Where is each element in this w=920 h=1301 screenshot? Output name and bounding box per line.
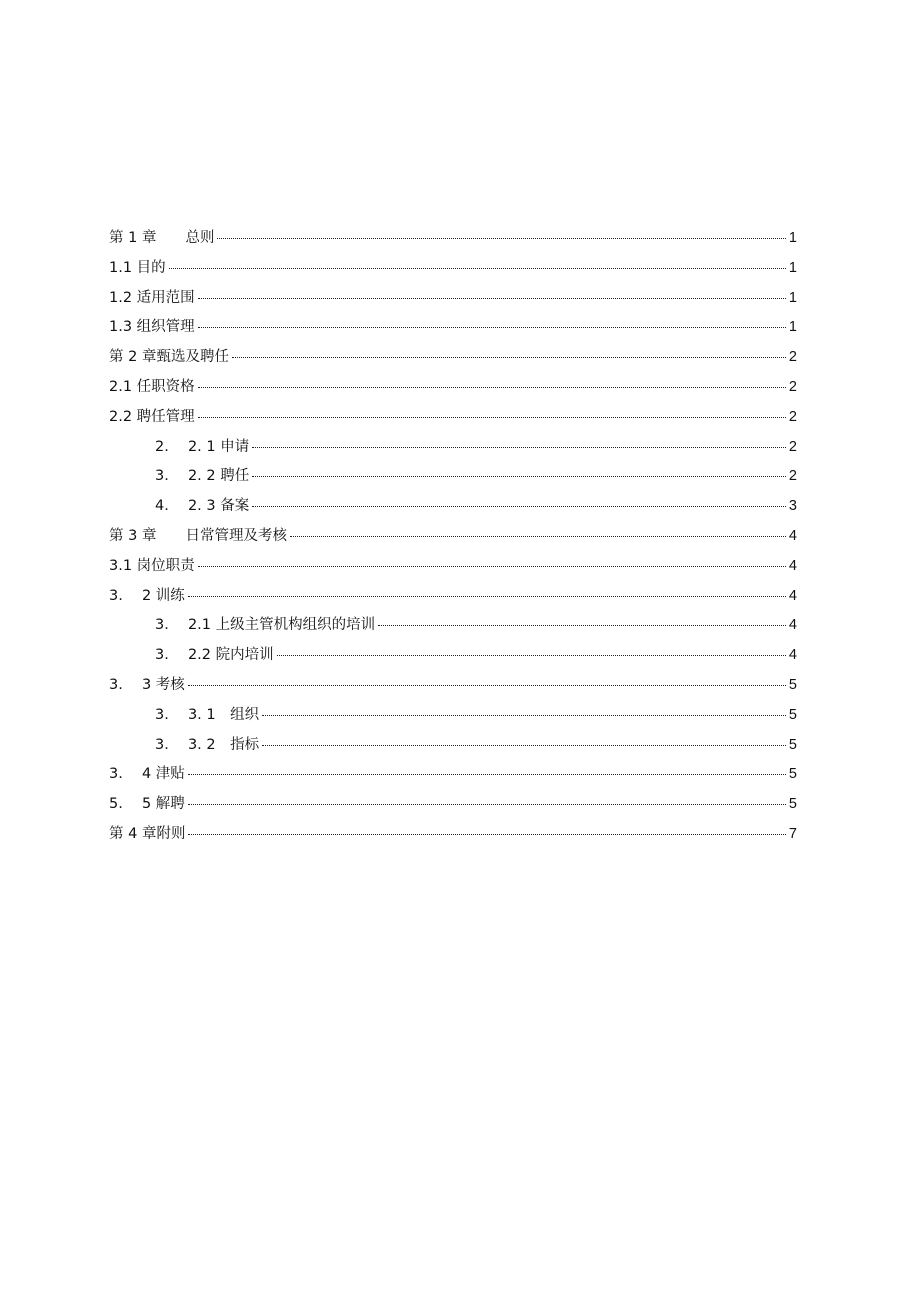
toc-entry-page-number: 3 xyxy=(788,498,797,515)
dot-leader xyxy=(262,715,786,716)
dot-leader xyxy=(198,566,786,567)
dot-leader xyxy=(188,834,785,835)
toc-entry[interactable] xyxy=(109,433,797,463)
toc-entry[interactable] xyxy=(109,671,797,701)
dot-leader xyxy=(378,625,786,626)
toc-entry-title: 第 4 章附则 xyxy=(109,825,186,842)
toc-entry-page-number: 2 xyxy=(788,468,797,485)
dot-leader xyxy=(252,476,786,477)
toc-entry-page-number: 1 xyxy=(788,319,797,336)
toc-entry-page-number: 2 xyxy=(788,349,797,366)
toc-entry-page-number: 1 xyxy=(788,259,797,276)
dot-leader xyxy=(252,506,786,507)
toc-entry-title: 第 1 章 总则 xyxy=(109,230,215,246)
toc-entry[interactable] xyxy=(109,552,797,582)
dot-leader xyxy=(290,536,786,537)
dot-leader xyxy=(277,655,786,656)
toc-entry[interactable] xyxy=(109,641,797,671)
dot-leader xyxy=(252,447,786,448)
toc-entry-title: 第 2 章甄选及聘任 xyxy=(109,349,229,366)
toc-entry[interactable] xyxy=(109,284,797,314)
toc-entry[interactable] xyxy=(109,254,797,284)
toc-entry-title: 3. 4 津贴 xyxy=(109,766,185,783)
toc-entry[interactable] xyxy=(109,403,797,433)
toc-entry-page-number: 2 xyxy=(788,378,797,395)
toc-entry[interactable] xyxy=(109,731,797,761)
toc-entry[interactable] xyxy=(109,492,797,522)
toc-entry[interactable] xyxy=(109,313,797,343)
toc-entry-page-number: 4 xyxy=(788,557,797,574)
toc-entry[interactable] xyxy=(109,343,797,373)
toc-entry-page-number: 5 xyxy=(788,766,797,783)
toc-entry[interactable] xyxy=(109,373,797,403)
dot-leader xyxy=(262,745,786,746)
toc-entry[interactable] xyxy=(109,522,797,552)
dot-leader xyxy=(198,298,786,299)
toc-entry-page-number: 1 xyxy=(788,230,797,246)
toc-entry-title: 2.1 任职资格 xyxy=(109,378,195,395)
dot-leader xyxy=(217,238,785,239)
dot-leader xyxy=(188,685,786,686)
toc-entry-title: 3. 2 训练 xyxy=(109,587,185,604)
toc-entry[interactable] xyxy=(109,582,797,612)
toc-entry-page-number: 4 xyxy=(788,587,797,604)
toc-entry[interactable] xyxy=(109,760,797,790)
toc-entry-page-number: 5 xyxy=(788,796,797,813)
toc-entry-page-number: 1 xyxy=(788,289,797,306)
toc-entry[interactable] xyxy=(109,701,797,731)
dot-leader xyxy=(188,804,786,805)
dot-leader xyxy=(198,327,786,328)
dot-leader xyxy=(198,417,786,418)
dot-leader xyxy=(169,268,786,269)
toc-entry[interactable] xyxy=(109,790,797,820)
toc-entry-title: 5. 5 解聘 xyxy=(109,796,185,813)
dot-leader xyxy=(188,596,786,597)
toc-entry-title: 4. 2. 3 备案 xyxy=(155,498,250,515)
toc-entry[interactable] xyxy=(109,224,797,254)
toc-entry-title: 3. 2.2 院内培训 xyxy=(155,647,274,664)
dot-leader xyxy=(198,387,786,388)
table-of-contents xyxy=(109,224,797,850)
toc-entry-page-number: 5 xyxy=(788,736,797,753)
toc-entry-page-number: 4 xyxy=(788,647,797,664)
toc-entry-page-number: 5 xyxy=(788,706,797,723)
toc-entry-title: 2. 2. 1 申请 xyxy=(155,438,250,455)
toc-entry[interactable] xyxy=(109,820,797,850)
toc-entry-page-number: 2 xyxy=(788,408,797,425)
toc-entry-title: 2.2 聘任管理 xyxy=(109,408,195,425)
toc-entry-page-number: 4 xyxy=(788,617,797,634)
toc-entry-title: 3. 3. 1 组织 xyxy=(155,706,260,723)
toc-entry-page-number: 5 xyxy=(788,676,797,693)
toc-entry-title: 第 3 章 日常管理及考核 xyxy=(109,527,287,544)
toc-entry-title: 3. 3. 2 指标 xyxy=(155,736,260,753)
toc-entry-title: 1.2 适用范围 xyxy=(109,289,195,306)
toc-entry-title: 1.3 组织管理 xyxy=(109,319,195,336)
toc-entry-page-number: 7 xyxy=(788,825,797,842)
dot-leader xyxy=(232,357,786,358)
toc-entry-title: 3. 3 考核 xyxy=(109,676,185,693)
toc-entry-title: 3.1 岗位职责 xyxy=(109,557,195,574)
toc-entry-title: 1.1 目的 xyxy=(109,259,166,276)
toc-entry[interactable] xyxy=(109,611,797,641)
dot-leader xyxy=(188,774,786,775)
toc-entry-page-number: 2 xyxy=(788,438,797,455)
toc-entry[interactable] xyxy=(109,462,797,492)
toc-entry-page-number: 4 xyxy=(788,527,797,544)
toc-entry-title: 3. 2.1 上级主管机构组织的培训 xyxy=(155,617,376,634)
toc-entry-title: 3. 2. 2 聘任 xyxy=(155,468,250,485)
